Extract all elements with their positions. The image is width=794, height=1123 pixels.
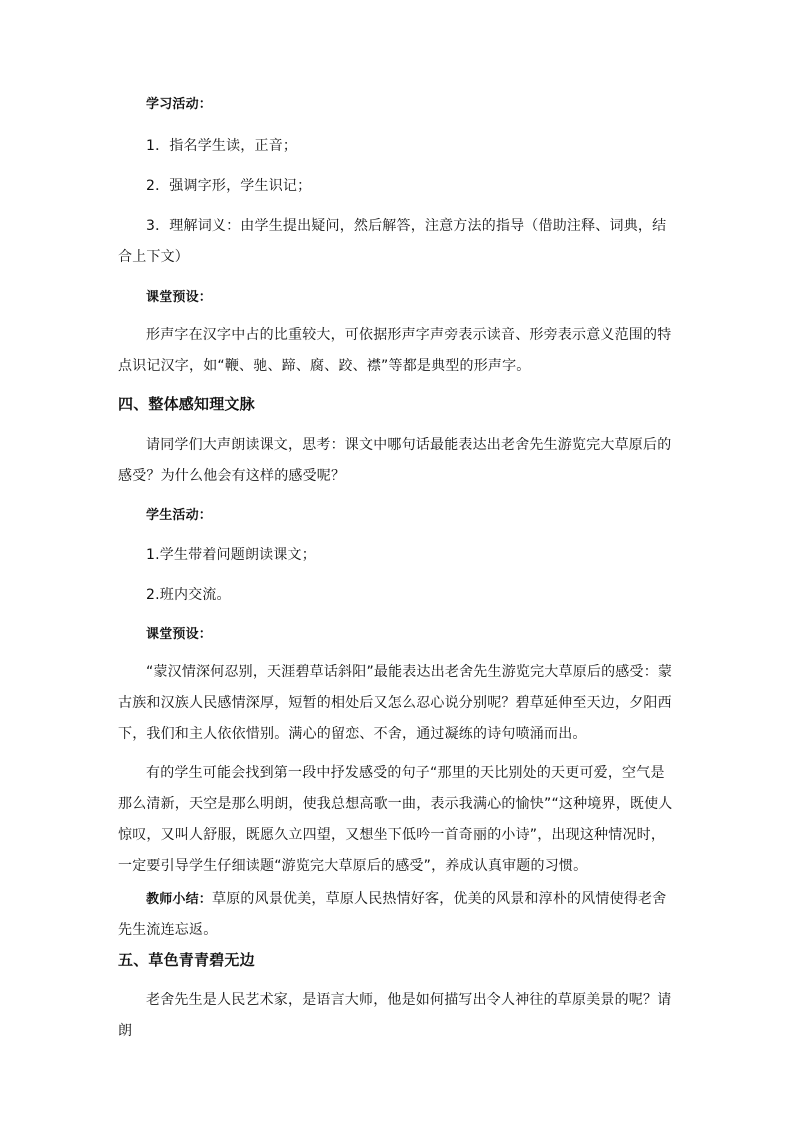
- section-heading: 四、整体感知理文脉: [118, 395, 255, 413]
- list-item: 2.班内交流。: [146, 587, 231, 603]
- paragraph: 形声字在汉字中占的比重较大，可依据形声字声旁表示读音、形旁表示意义范围的特点识记汉字，如“鞭、驰、蹄、腐、跤、襟”等都是典型的形声字。: [118, 327, 672, 374]
- list-item: 2．强调字形，学生识记；: [146, 178, 312, 194]
- teacher-summary-text: 草原的风景优美，草原人民热情好客，优美的风景和淳朴的风情使得老舍先生流连忘返。: [118, 891, 667, 938]
- label-classroom-preset: 课堂预设：: [146, 290, 213, 305]
- paragraph: 老舍先生是人民艺术家，是语言大师，他是如何描写出令人神往的草原美景的呢？请朗: [118, 992, 672, 1039]
- section-heading: 五、草色青青碧无边: [118, 951, 255, 969]
- teacher-summary-paragraph: [118, 884, 676, 946]
- paragraph: “蒙汉情深何忍别，天涯碧草话斜阳”最能表达出老舍先生游览完大草原后的感受：蒙古族和汉族人民感情深厚，短暂的相处后又怎么忍心说分别呢？碧草延伸至天边，夕阳西下，我们和主人依依惜别。满心的留恋、不舍，通过凝练的诗句喷涌而出。: [118, 664, 673, 742]
- list-item: 3．理解词义：由学生提出疑问，然后解答，注意方法的指导（借助注释、词典，结合上下文）: [118, 218, 667, 265]
- paragraph: 有的学生可能会找到第一段中抒发感受的句子“那里的天比别处的天更可爱，空气是那么清新，天空是那么明朗，使我总想高歌一曲，表示我满心的愉快”“这种境界，既使人惊叹，又叫人舒服，既愿久立四望，又想坐下低吟一首奇丽的小诗”，出现这种情况时，一定要引导学生仔细读题“游览完大草原后的感受”，养成认真审题的习惯。: [118, 765, 673, 874]
- label-classroom-preset: 课堂预设：: [146, 627, 213, 642]
- list-item: 1.学生带着问题朗读课文；: [146, 547, 316, 563]
- teacher-summary-label: 教师小结：: [146, 892, 213, 907]
- label-student-activity: 学生活动：: [146, 508, 213, 523]
- label-learning-activity: 学习活动：: [146, 97, 213, 112]
- list-item: 1．指名学生读，正音；: [146, 138, 298, 154]
- paragraph: 请同学们大声朗读课文，思考：课文中哪句话最能表达出老舍先生游览完大草原后的感受？为什么他会有这样的感受呢？: [118, 437, 672, 484]
